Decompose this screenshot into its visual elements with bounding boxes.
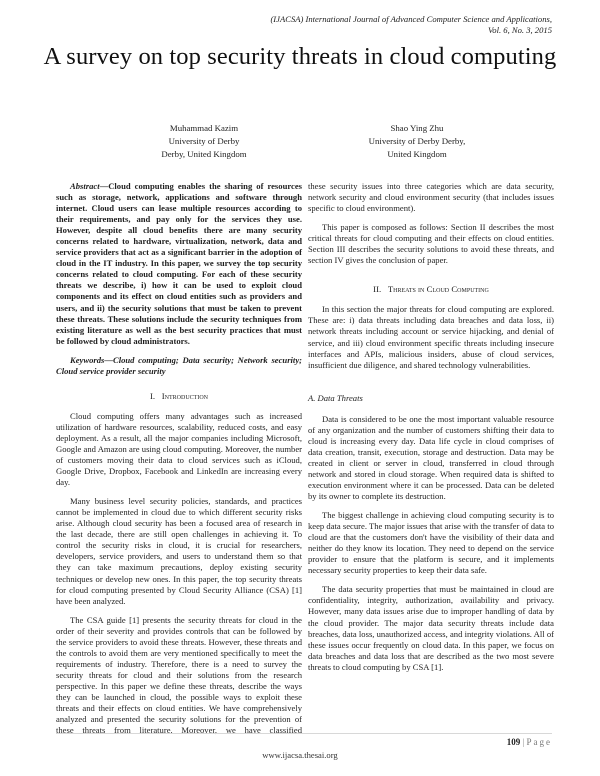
subsection-heading-data-threats: A. Data Threats xyxy=(308,392,363,403)
author-name: Muhammad Kazim xyxy=(169,123,239,133)
abstract-text: —Cloud computing enables the sharing of resources such as storage, network, applications and software through internet. Cloud users can lease multiple resources according to their requirements, and pay only for the services they use. However, despite all cloud benefits there are many security concerns related to hardware, virtualization, network, data and service providers that act as a significant barrier in the adoption of cloud in the IT industry. In this paper, we survey the top security concerns related to cloud computing. For each of these security threats we describe, i) how it can be used to exploit cloud components and its effect on cloud entities such as providers and users, and ii) the security solutions that must be taken to prevent these threats. These solutions include the security techniques from existing literature as well as the best security practices that must be followed by cloud administrators. xyxy=(56,181,302,346)
journal-volume: Vol. 6, No. 3, 2015 xyxy=(488,25,552,35)
paragraph: In this section the major threats for cloud computing are explored. These are: i) data threats including data breaches and data loss, ii) network threats including account or service hijacking, and denial of service, and iii) cloud environment specific threats including insecure interfaces and APIs, malicious insiders, abuse of cloud services, insufficient due diligence, and shared technology vulnerabilities. xyxy=(308,304,554,370)
paragraph: Data is considered to be one the most important valuable resource of any organization and the number of customers shifting their data to cloud is increasing every day. Data life cycle in cloud comprises of data creation, transit, execution, storage and destruction. Data may be created in client or server in cloud, transferred in cloud through network and stored in cloud storage. When required data is shifted to execution environment where it can be processed. Data can be deleted by its owner to complete its destruction. xyxy=(308,413,554,502)
author-location: Derby, United Kingdom xyxy=(161,149,247,159)
author-name: Shao Ying Zhu xyxy=(390,123,444,133)
keywords: Keywords—Cloud computing; Data security; Network security; Cloud service provider security xyxy=(56,354,302,376)
journal-name: (IJACSA) International Journal of Advanced Computer Science and Applications, xyxy=(270,14,552,24)
author-affiliation: University of Derby xyxy=(168,136,240,146)
paper-title: A survey on top security threats in cloud computing xyxy=(43,43,557,70)
abstract-label: Abstract xyxy=(70,181,100,191)
paragraph: Many business level security policies, standards, and practices cannot be implemented in cloud due to which different security risks arise. Although cloud security has been a focused area of research in the last decade, there are still open challenges in achieving it. To control the security risks in cloud, it is crucial for researchers, developers, service providers, and users to understand them so that they can take maximum precautions, deploy existing security techniques or develop new ones. In this paper, the top security threats for cloud computing presented by Cloud Security Alliance (CSA) [1] have been analyzed. xyxy=(56,496,302,606)
abstract xyxy=(56,181,302,347)
footer-divider xyxy=(56,733,552,734)
paragraph: The data security properties that must be maintained in cloud are confidentiality, integrity, authorization, availability and privacy. However, many data issues arise due to improper handling of data by the cloud provider. The major data security threats include data breaches, data loss, unauthorized access, and integrity violations. All of these issues occur frequently on cloud data. In this paper, we focus on data breaches and data loss that are described as the two most severe threats to cloud computing by CSA [1]. xyxy=(308,584,554,672)
author-affiliation: University of Derby Derby, xyxy=(368,136,466,146)
section-heading-threats: II. Threats in Cloud Computing xyxy=(373,284,489,295)
paragraph-continued: these security issues into three categories which are data security, network security and cloud environment security (that includes issues specific to cloud environment). xyxy=(308,181,554,214)
paragraph: The biggest challenge in achieving cloud computing security is to keep data secure. The major issues that arise with the transfer of data to cloud are that the customers don't have the visibility of their data and neither do they know its location. They need to depend on the service provider to ensure that the platform is secure, and it implements necessary security properties to keep their data safe. xyxy=(308,510,554,576)
paragraph: The CSA guide [1] presents the security threats for cloud in the order of their severity and provides controls that can be followed by the service providers to avoid these threats. However, these threats and the controls to avoid them are very mentioned specifically to meet the requirements of industry. Therefore, there is a need to survey the security threats for cloud and their solutions from the research perspective. In this paper we define these threats, describe the ways they can be launched in cloud, the possible ways to exploit these threats and their effects on cloud entities. We have comprehensively analyzed and presented the security solutions for the prevention of these threats from literature. Moreover, we have classified xyxy=(56,614,302,736)
page-number: 109 | Page xyxy=(506,737,552,747)
author-block xyxy=(317,122,517,161)
author-location: United Kingdom xyxy=(387,149,447,159)
author-block xyxy=(104,122,304,161)
right-column xyxy=(308,181,554,681)
section-heading-introduction: I. Introduction xyxy=(149,390,208,401)
journal-header xyxy=(270,14,552,36)
footer-url[interactable]: www.ijacsa.thesai.org xyxy=(262,750,338,760)
left-column xyxy=(56,181,302,744)
paragraph: Cloud computing offers many advantages such as increased utilization of hardware resources, scalability, reduced costs, and easy deployment. As a result, all the major companies including Microsoft, Google and Amazon are using cloud computing. Moreover, the number of customers moving their data to cloud services such as iCloud, Google Drive, Dropbox, Facebook and LinkedIn are increasing every day. xyxy=(56,410,302,488)
paragraph: This paper is composed as follows: Section II describes the most critical threats for cloud computing and their effects on cloud entities. Section III describes the security solutions to avoid these threats, and section IV gives the conclusion of paper. xyxy=(308,222,554,266)
